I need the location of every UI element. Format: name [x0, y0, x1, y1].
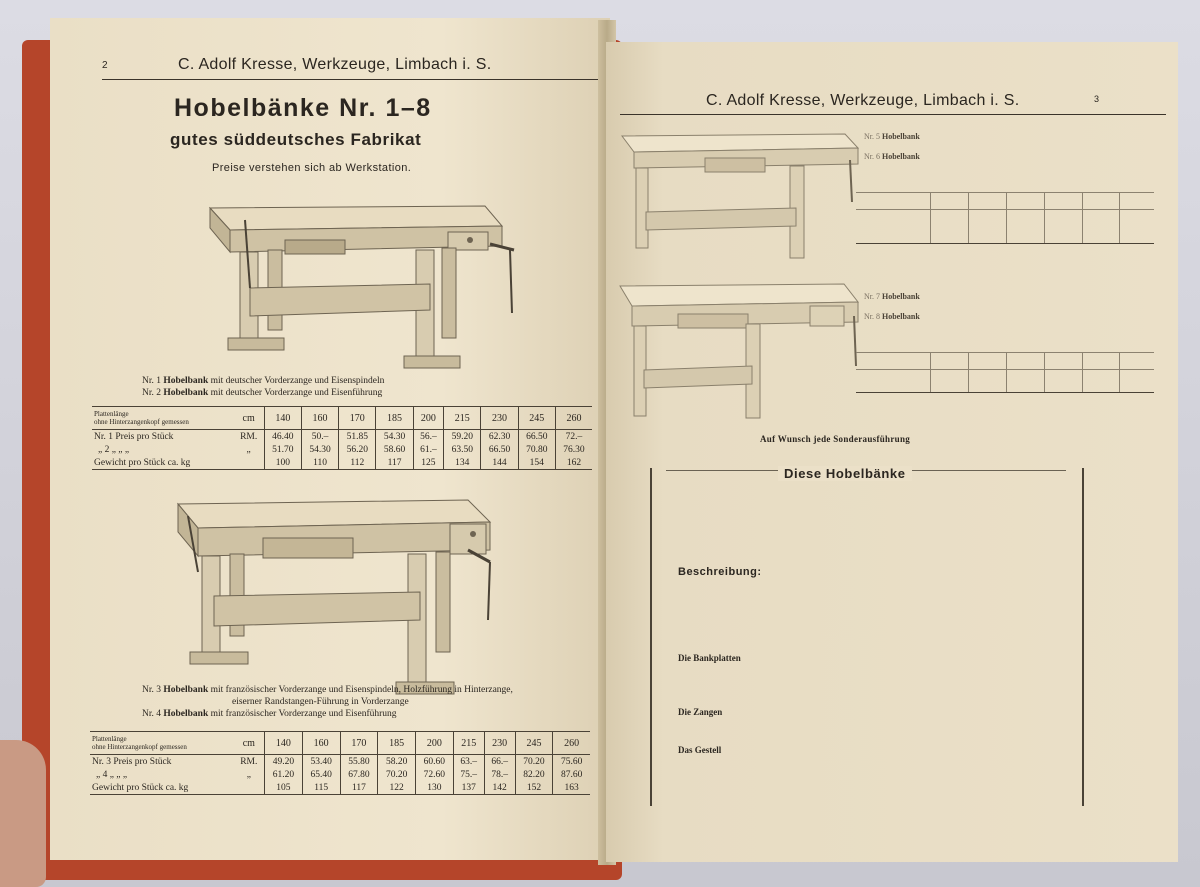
model-line: Nr. 5 Hobelbank	[864, 132, 920, 141]
table-row: Nr. 1 Preis pro Stück RM. 46.40 50.– 51.85 54.30 56.– 59.20 62.30 66.50 72.–	[92, 430, 592, 444]
table-row: „ 2 „ „ „ „ 51.70 54.30 56.20 58.60 61.– 63.50 66.50 70.80 76.30	[92, 443, 592, 456]
paragraph-heading: Die Zangen	[678, 707, 723, 717]
size-cell: 230	[484, 732, 515, 755]
value-cell: 70.20	[515, 755, 553, 769]
value-cell: 70.80	[518, 443, 555, 456]
header-rule	[620, 114, 1166, 115]
gestell-paragraph	[678, 744, 1068, 757]
price-table-2	[90, 731, 590, 795]
header-label: Plattenlänge ohne Hinterzangenkopf gemessen	[90, 732, 234, 755]
value-cell: 130	[416, 781, 454, 795]
model-line: Nr. 6 Hobelbank	[864, 152, 920, 161]
model-list-2	[864, 292, 920, 332]
value-cell: 75.–	[453, 768, 484, 781]
value-cell: 134	[444, 456, 481, 470]
model-line	[864, 162, 920, 172]
value-cell: 66.50	[481, 443, 518, 456]
unit-cell: cm	[234, 732, 265, 755]
bankplatten-paragraph	[678, 652, 1068, 665]
value-cell: 56.20	[339, 443, 376, 456]
caption-text: mit französischer Vorderzange und Eisenspindeln, Holzführung in Hinterzange,	[210, 685, 513, 695]
price-table-3	[856, 192, 1154, 244]
value-cell: 66.–	[484, 755, 515, 769]
value-cell: 125	[413, 456, 444, 470]
caption-text: mit deutscher Vorderzange und Eisenspindeln	[210, 376, 385, 386]
value-cell: 76.30	[555, 443, 592, 456]
caption-model-number: Nr. 3	[142, 685, 161, 695]
model-line	[864, 302, 920, 312]
value-cell: 63.50	[444, 443, 481, 456]
value-cell: 60.60	[416, 755, 454, 769]
value-cell: 117	[340, 781, 378, 795]
size-cell: 215	[444, 407, 481, 430]
value-cell: 50.–	[301, 430, 338, 444]
caption-text: eiserner Randstangen-Führung in Vorderzange	[232, 697, 409, 707]
size-cell: 245	[518, 407, 555, 430]
value-cell: 67.80	[340, 768, 378, 781]
size-cell: 215	[453, 732, 484, 755]
running-head: C. Adolf Kresse, Werkzeuge, Limbach i. S.	[178, 56, 492, 73]
running-head: C. Adolf Kresse, Werkzeuge, Limbach i. S.	[706, 92, 1020, 109]
caption-model-number: Nr. 4	[142, 709, 161, 719]
size-cell: 260	[555, 407, 592, 430]
page-subtitle: gutes süddeutsches Fabrikat	[170, 130, 422, 149]
size-cell: 260	[553, 732, 590, 755]
table-row: Gewicht pro Stück ca. kg 100 110 112 117 125 134 144 154 162	[92, 456, 592, 470]
value-cell: 51.85	[339, 430, 376, 444]
model-line	[864, 322, 920, 332]
value-cell: 46.40	[264, 430, 301, 444]
value-cell: 163	[553, 781, 590, 795]
caption-model-name: Hobelbank	[163, 709, 209, 719]
price-table-1	[92, 406, 592, 470]
value-cell: 58.20	[378, 755, 416, 769]
hand	[0, 740, 46, 887]
value-cell: 61.20	[265, 768, 303, 781]
section-title: Beschreibung:	[678, 566, 762, 578]
value-cell: 61.–	[413, 443, 444, 456]
workbench-illustration-3	[620, 130, 860, 260]
value-cell: 122	[378, 781, 416, 795]
table-row: Gewicht pro Stück ca. kg 105 115 117 122 130 137 142 152 163	[90, 781, 590, 795]
workbench-illustration-2	[168, 492, 518, 702]
value-cell: 154	[518, 456, 555, 470]
value-cell: 49.20	[265, 755, 303, 769]
paragraph-heading: Das Gestell	[678, 745, 722, 755]
page-title: Hobelbänke Nr. 1–8	[174, 94, 432, 122]
caption-model-number: Nr. 1	[142, 376, 161, 386]
value-cell: 144	[481, 456, 518, 470]
workbench-illustration-1	[190, 188, 520, 373]
table-row: „ 4 „ „ „ „ 61.20 65.40 67.80 70.20 72.60 75.– 78.– 82.20 87.60	[90, 768, 590, 781]
caption-bench-2	[142, 684, 513, 720]
value-cell: 152	[515, 781, 553, 795]
size-cell: 170	[339, 407, 376, 430]
value-cell: 54.30	[376, 430, 413, 444]
size-cell: 140	[265, 732, 303, 755]
paragraph-heading: Die Bankplatten	[678, 653, 741, 663]
model-list-1	[864, 132, 920, 172]
size-cell: 200	[416, 732, 454, 755]
value-cell: 112	[339, 456, 376, 470]
value-cell: 53.40	[302, 755, 340, 769]
caption-bench-1	[142, 375, 384, 399]
value-cell: 66.50	[518, 430, 555, 444]
value-cell: 87.60	[553, 768, 590, 781]
value-cell: 63.–	[453, 755, 484, 769]
size-cell: 140	[264, 407, 301, 430]
page-number: 2	[102, 60, 108, 71]
value-cell: 75.60	[553, 755, 590, 769]
size-cell: 160	[302, 732, 340, 755]
value-cell: 72.–	[555, 430, 592, 444]
value-cell: 55.80	[340, 755, 378, 769]
value-cell: 115	[302, 781, 340, 795]
caption-text: mit französischer Vorderzange und Eisenführung	[210, 709, 397, 719]
value-cell: 72.60	[416, 768, 454, 781]
value-cell: 65.40	[302, 768, 340, 781]
value-cell: 70.20	[378, 768, 416, 781]
value-cell: 110	[301, 456, 338, 470]
model-line	[864, 142, 920, 152]
box-title: Diese Hobelbänke	[778, 466, 912, 481]
caption-model-number: Nr. 2	[142, 388, 161, 398]
size-cell: 170	[340, 732, 378, 755]
workbench-illustration-4	[618, 280, 868, 425]
value-cell: 51.70	[264, 443, 301, 456]
price-note: Preise verstehen sich ab Werkstation.	[212, 162, 412, 174]
model-line: Nr. 8 Hobelbank	[864, 312, 920, 321]
size-cell: 160	[301, 407, 338, 430]
value-cell: 162	[555, 456, 592, 470]
value-cell: 82.20	[515, 768, 553, 781]
page-number: 3	[1094, 94, 1100, 104]
value-cell: 100	[264, 456, 301, 470]
zangen-paragraph	[678, 706, 1068, 719]
header-label: Plattenlänge ohne Hinterzangenkopf gemessen	[92, 407, 234, 430]
left-page	[50, 18, 610, 860]
table-row: Nr. 3 Preis pro Stück RM. 49.20 53.40 55.80 58.20 60.60 63.– 66.– 70.20 75.60	[90, 755, 590, 769]
special-order-note: Auf Wunsch jede Sonderausführung	[760, 434, 911, 444]
model-line: Nr. 7 Hobelbank	[864, 292, 920, 301]
header-rule	[102, 79, 604, 80]
size-cell: 245	[515, 732, 553, 755]
value-cell: 62.30	[481, 430, 518, 444]
size-cell: 185	[378, 732, 416, 755]
value-cell: 78.–	[484, 768, 515, 781]
right-page	[606, 42, 1178, 862]
unit-cell: cm	[234, 407, 265, 430]
caption-model-name: Hobelbank	[163, 376, 209, 386]
value-cell: 117	[376, 456, 413, 470]
size-cell: 200	[413, 407, 444, 430]
value-cell: 54.30	[301, 443, 338, 456]
size-cell: 230	[481, 407, 518, 430]
value-cell: 56.–	[413, 430, 444, 444]
value-cell: 142	[484, 781, 515, 795]
price-table-4	[856, 352, 1154, 393]
caption-model-name: Hobelbank	[163, 388, 209, 398]
value-cell: 137	[453, 781, 484, 795]
caption-text: mit deutscher Vorderzange und Eisenführung	[210, 388, 383, 398]
value-cell: 59.20	[444, 430, 481, 444]
value-cell: 58.60	[376, 443, 413, 456]
size-cell: 185	[376, 407, 413, 430]
caption-model-name: Hobelbank	[163, 685, 209, 695]
value-cell: 105	[265, 781, 303, 795]
